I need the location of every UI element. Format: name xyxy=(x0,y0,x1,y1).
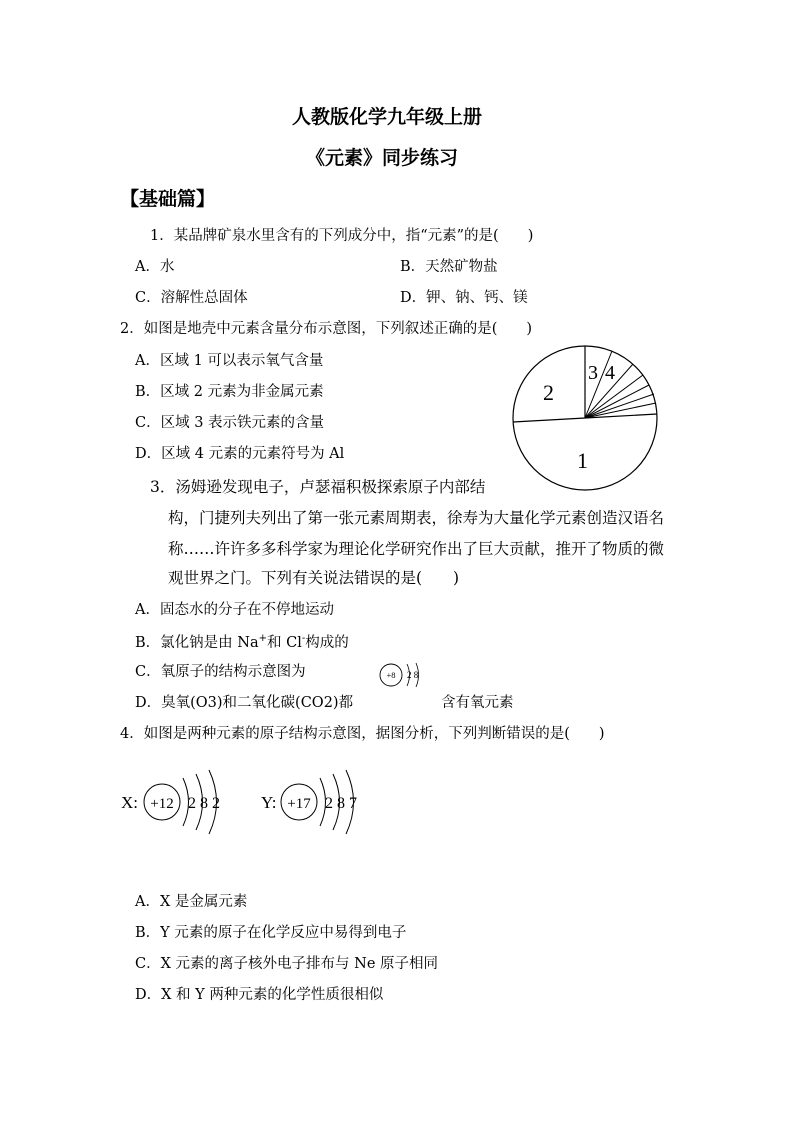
atom-x-label: X: xyxy=(121,793,138,812)
q3-option-b-text-3: 构成的 xyxy=(305,634,349,651)
q4-option-a: A．X 是金属元素 xyxy=(135,894,248,910)
pie-label-4: 4 xyxy=(605,362,615,384)
q1-option-c: C．溶解性总固体 xyxy=(135,290,248,306)
chloride-charge-superscript: - xyxy=(301,633,306,644)
q4-option-d: D．X 和 Y 两种元素的化学性质很相似 xyxy=(135,987,384,1003)
q1-option-d: D．钾、钠、钙、镁 xyxy=(400,290,528,306)
atom-x-shell-electrons: 2 8 2 xyxy=(188,795,220,812)
q3-option-a: A．固态水的分子在不停地运动 xyxy=(135,602,334,618)
pie-label-3: 3 xyxy=(588,362,598,384)
pie-label-2: 2 xyxy=(543,380,554,405)
oxygen-nucleus-charge: +8 xyxy=(386,670,396,680)
pie-divider-left xyxy=(513,418,585,422)
q4-option-b: B．Y 元素的原子在化学反应中易得到电子 xyxy=(135,925,407,941)
q3-stem-line-1: 3．汤姆逊发现电子，卢瑟福积极探索原子内部结 xyxy=(150,478,486,496)
atom-y-nucleus-charge: +17 xyxy=(287,796,311,812)
q3-stem-line-4: 观世界之门。下列有关说法错误的是( ) xyxy=(168,569,460,587)
q2-stem: 2．如图是地壳中元素含量分布示意图，下列叙述正确的是( ) xyxy=(120,321,533,337)
q3-option-b-text-2: 和 Cl xyxy=(267,634,302,651)
q3-option-c: C．氧原子的结构示意图为 xyxy=(135,664,306,680)
document-subtitle: 《元素》同步练习 xyxy=(306,147,459,169)
q3-stem-line-2: 构，门捷列夫列出了第一张元素周期表，徐寿为大量化学元素创造汉语名 xyxy=(168,509,665,527)
q3-option-b xyxy=(135,634,349,650)
q1-option-a: A．水 xyxy=(135,259,175,275)
q2-option-b: B．区域 2 元素为非金属元素 xyxy=(135,384,324,400)
atom-x-nucleus-charge: +12 xyxy=(150,796,174,812)
sodium-charge-superscript: + xyxy=(258,633,267,644)
q1-option-b: B．天然矿物盐 xyxy=(400,259,498,275)
q3-option-d-part-2: 含有氧元素 xyxy=(441,695,514,711)
atom-y-shell-electrons: 2 8 7 xyxy=(325,795,357,812)
q3-stem-line-3: 称……许许多多科学家为理论化学研究作出了巨大贡献，推开了物质的微 xyxy=(168,540,665,558)
oxygen-shell-electrons: 2 8 xyxy=(407,670,419,680)
document-title: 人教版化学九年级上册 xyxy=(292,106,483,128)
oxygen-atom-structure-diagram xyxy=(376,660,432,692)
q1-stem: 1．某品牌矿泉水里含有的下列成分中，指“元素”的是( ) xyxy=(150,228,534,244)
q4-stem: 4．如图是两种元素的原子结构示意图，据图分析，下列判断错误的是( ) xyxy=(120,726,605,742)
q3-option-b-text-1: B．氯化钠是由 Na xyxy=(135,634,259,651)
section-heading: 【基础篇】 xyxy=(120,188,216,210)
crust-element-pie-diagram xyxy=(505,342,665,494)
atom-structure-diagrams xyxy=(116,762,376,842)
q2-option-c: C．区域 3 表示铁元素的含量 xyxy=(135,415,325,431)
q3-option-d-part-1: D．臭氧(O3)和二氧化碳(CO2)都 xyxy=(135,695,354,711)
q2-option-a: A．区域 1 可以表示氧气含量 xyxy=(135,353,324,369)
pie-divider-6 xyxy=(585,385,649,418)
pie-label-1: 1 xyxy=(577,448,588,473)
atom-y-label: Y: xyxy=(261,793,277,812)
q2-option-d: D．区域 4 元素的元素符号为 Al xyxy=(135,446,345,462)
q4-option-c: C．X 元素的离子核外电子排布与 Ne 原子相同 xyxy=(135,956,439,972)
